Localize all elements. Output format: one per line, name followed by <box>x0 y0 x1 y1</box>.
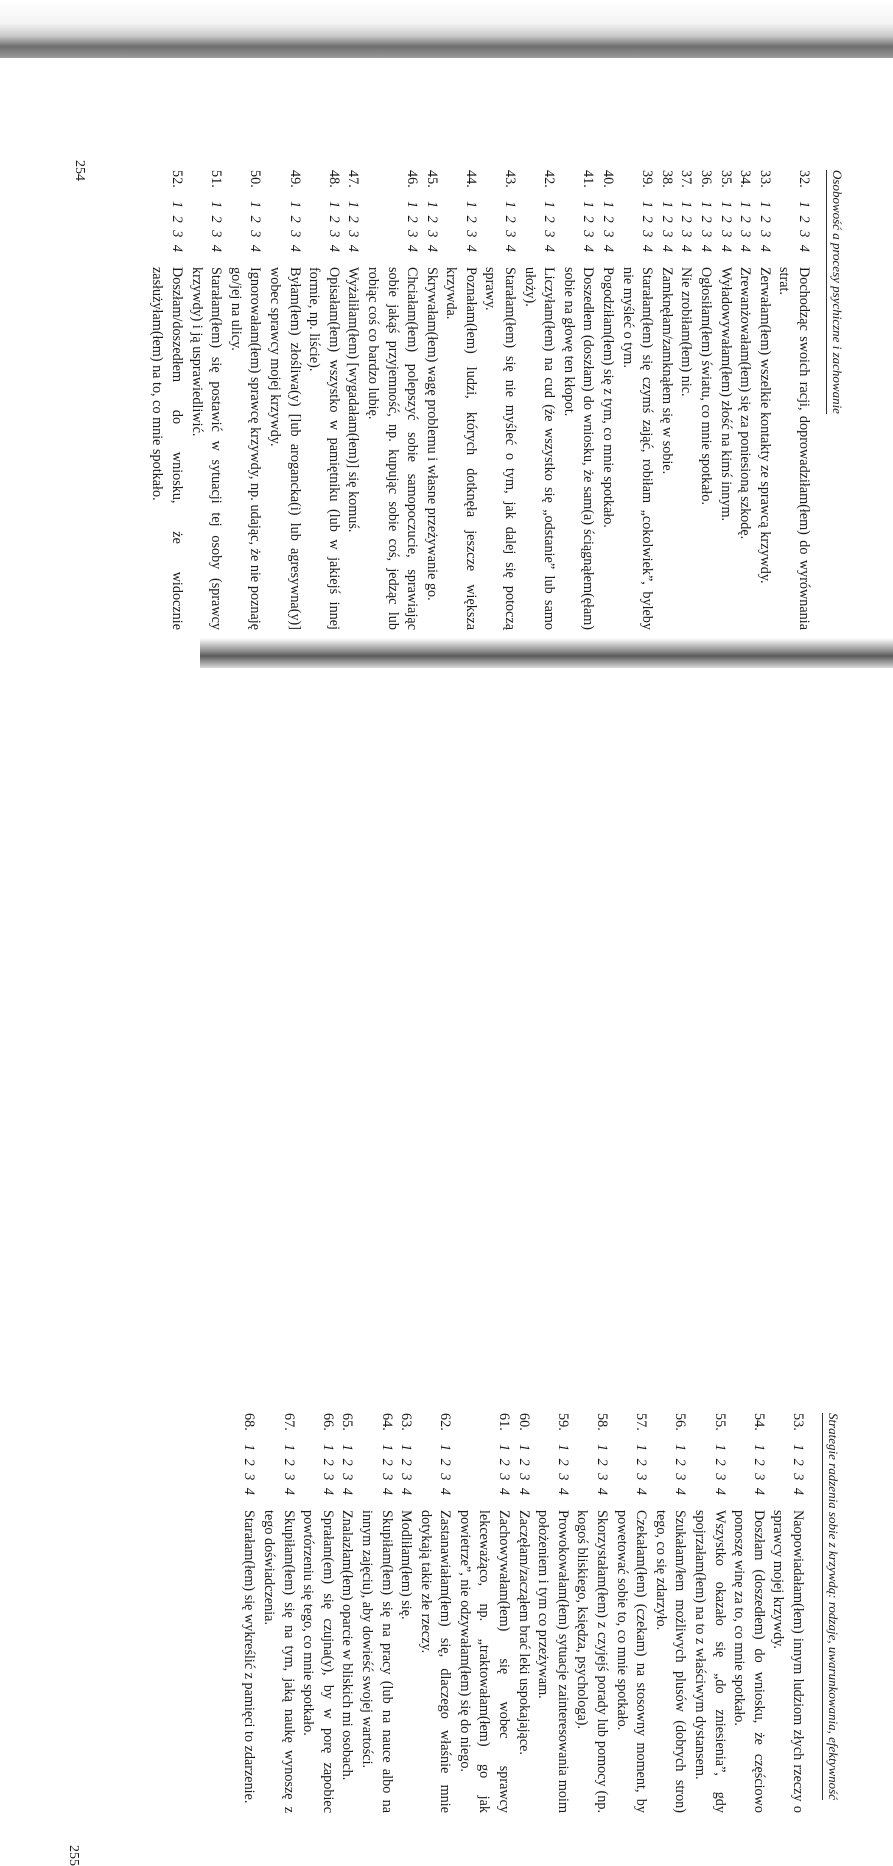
item-text: Starałam(łem) się postawić w sytuacji tej osoby (sprawcy krzywdy) i ją usprawiedliwić. <box>188 267 225 630</box>
item-text: Ignorowałam(łem) sprawcę krzywdy, np. udając, że nie poznaję go/jej na ulicy. <box>227 267 264 630</box>
item-number: 58. <box>594 1413 611 1431</box>
item-text: Doszedłem (doszłam) do wniosku, że sam(a) ściągnąłem(ęłam) sobie na głowę ten kłopot. <box>560 267 597 630</box>
questionnaire-item <box>304 170 343 630</box>
item-number: 61. <box>496 1413 513 1431</box>
item-number: 62. <box>437 1413 454 1431</box>
questionnaire-item <box>774 170 813 630</box>
item-text: Zerwałam(łem) wszelkie kontakty ze sprawcą krzywdy. <box>756 267 773 584</box>
item-text: Skrywałam(łem) wagę problemu i własne przeżywanie go. <box>423 267 440 601</box>
questionnaire-item <box>239 1413 259 1813</box>
rating-scale: 1 2 3 4 <box>600 201 617 255</box>
rating-scale: 1 2 3 4 <box>639 201 656 255</box>
item-number: 41. <box>580 170 597 188</box>
questionnaire-item <box>441 170 480 630</box>
item-number: 65. <box>339 1413 356 1431</box>
item-number: 59. <box>554 1413 571 1431</box>
item-text: Zrewanżowałam(łem) się za poniesioną szkodę. <box>737 267 754 540</box>
rating-scale: 1 2 3 4 <box>169 201 185 255</box>
item-text: Pogodziłam(łem) się z tym, co mnie spotkało. <box>600 267 617 528</box>
rating-scale: 1 2 3 4 <box>554 1444 571 1498</box>
item-number: 32. <box>796 170 812 188</box>
item-text: Skupiłam(łem) się na pracy (lub na nauce albo na innym zajęciu), aby dowieść swojej wartości. <box>358 1510 395 1813</box>
rating-scale: 1 2 3 4 <box>280 1444 297 1498</box>
rating-scale: 1 2 3 4 <box>325 201 342 255</box>
item-number: 60. <box>515 1413 532 1431</box>
rating-scale: 1 2 3 4 <box>633 1444 650 1498</box>
item-text: Skupiłam(łem) się na tym, jaką naukę wynoszę z tego doświadczenia. <box>260 1510 297 1813</box>
rating-scale: 1 2 3 4 <box>398 1444 415 1498</box>
rating-scale: 1 2 3 4 <box>678 201 695 255</box>
rating-scale: 1 2 3 4 <box>462 201 479 255</box>
questionnaire-item <box>415 1413 454 1813</box>
item-number: 35. <box>717 170 734 188</box>
item-number: 49. <box>286 170 303 188</box>
page-number: 255 <box>66 1845 81 1866</box>
questionnaire-item <box>513 1413 533 1813</box>
item-number: 67. <box>280 1413 297 1431</box>
item-number: 55. <box>711 1413 728 1431</box>
item-text: Zastanawiałam(łem) się, dlaczego właśnie mnie dotykają takie złe rzeczy. <box>417 1510 454 1813</box>
item-number: 37. <box>678 170 695 188</box>
rating-scale: 1 2 3 4 <box>502 201 519 255</box>
item-number: 47. <box>345 170 362 188</box>
item-text: Modliłam(łem) się. <box>398 1510 415 1620</box>
rating-scale: 1 2 3 4 <box>437 1444 454 1498</box>
item-text: Zachowywałam(łem) się wobec sprawcy lekceważąco, np. „traktowałam(łem) go jak powietrze”, nie odzywałam(łem) się do niego. <box>456 1510 513 1813</box>
questionnaire-item <box>396 1413 416 1813</box>
rating-scale: 1 2 3 4 <box>672 1444 689 1498</box>
questionnaire-item <box>264 170 303 630</box>
item-text: Wszystko okazało się „do zniesienia”, gdy spojrzałam(łem) na to z właściwym dystansem. <box>692 1510 728 1813</box>
item-list <box>147 170 813 630</box>
questionnaire-item <box>421 170 441 630</box>
item-text: Szukałam/łem możliwych plusów (dobrych stron) tego, co się zdarzyło. <box>652 1510 689 1813</box>
item-number: 53. <box>790 1413 806 1431</box>
item-text: Zaczęłam/zacząłem brać leki uspokajające. <box>515 1510 532 1755</box>
item-text: Doszłam (doszedłem) do wniosku, że częściowo ponoszę winę za to, co mnie spotkało. <box>731 1510 767 1813</box>
questionnaire-item <box>362 170 421 630</box>
questionnaire-item <box>225 170 264 630</box>
rating-scale: 1 2 3 4 <box>594 1444 611 1498</box>
item-number: 46. <box>404 170 421 188</box>
rating-scale: 1 2 3 4 <box>423 201 440 255</box>
questionnaire-item <box>519 170 558 630</box>
rating-scale: 1 2 3 4 <box>319 1444 336 1498</box>
questionnaire-item <box>454 1413 513 1813</box>
item-number: 40. <box>600 170 617 188</box>
questionnaire-item <box>650 1413 689 1813</box>
questionnaire-item <box>186 170 225 630</box>
rating-scale: 1 2 3 4 <box>378 1444 395 1498</box>
questionnaire-item <box>298 1413 337 1813</box>
questionnaire-item <box>337 1413 357 1813</box>
item-number: 44. <box>462 170 479 188</box>
rating-scale: 1 2 3 4 <box>345 201 362 255</box>
item-text: Skorzystałam(łem) z czyjejś porady lub pomocy (np. kogoś bliskiego, księdza, psychologa). <box>574 1510 611 1813</box>
questionnaire-item <box>147 170 186 630</box>
rating-scale: 1 2 3 4 <box>541 201 558 255</box>
item-number: 48. <box>325 170 342 188</box>
rating-scale: 1 2 3 4 <box>750 1444 767 1498</box>
item-number: 56. <box>672 1413 689 1431</box>
rating-scale: 1 2 3 4 <box>515 1444 532 1498</box>
item-number: 33. <box>756 170 773 188</box>
questionnaire-item <box>735 170 755 630</box>
questionnaire-item <box>715 170 735 630</box>
questionnaire-item <box>729 1413 768 1813</box>
rating-scale: 1 2 3 4 <box>339 1444 356 1498</box>
questionnaire-item <box>617 170 656 630</box>
item-number: 51. <box>208 170 225 188</box>
item-number: 68. <box>241 1413 258 1431</box>
questionnaire-item <box>768 1413 807 1813</box>
rating-scale: 1 2 3 4 <box>698 201 715 255</box>
item-number: 52. <box>169 170 185 188</box>
questionnaire-item <box>676 170 696 630</box>
rating-scale: 1 2 3 4 <box>756 201 773 255</box>
left-page <box>0 0 893 640</box>
rating-scale: 1 2 3 4 <box>790 1444 806 1498</box>
rating-scale: 1 2 3 4 <box>286 201 303 255</box>
running-head: Osobowość a procesy psychiczne i zachowanie <box>826 170 845 414</box>
rating-scale: 1 2 3 4 <box>241 1444 258 1498</box>
page-number: 254 <box>72 160 87 181</box>
item-number: 38. <box>658 170 675 188</box>
rating-scale: 1 2 3 4 <box>737 201 754 255</box>
item-number: 45. <box>423 170 440 188</box>
questionnaire-item <box>480 170 519 630</box>
item-number: 43. <box>502 170 519 188</box>
item-text: Dochodząc swoich racji, doprowadziłam(łem) do wyrównania strat. <box>776 267 812 630</box>
item-text: Nie zrobiłam(łem) nic. <box>678 267 695 397</box>
item-text: Doszłam/doszedłem do wniosku, że widocznie zasłużyłam(łem) na to, co mnie spotkało. <box>149 267 185 630</box>
item-text: Czekałam(łem) (czekam) na stosowny moment, by powetować sobie to, co mnie spotkało. <box>613 1510 650 1813</box>
item-text: Naopowiadałam(łem) innym ludziom złych rzeczy o sprawcy mojej krzywdy. <box>770 1510 806 1813</box>
item-text: Zamknęłam/zamknąłem się w sobie. <box>658 267 675 475</box>
item-number: 36. <box>698 170 715 188</box>
item-number: 34. <box>737 170 754 188</box>
item-text: Sprałam(em) się czujna(y), by w porę zapobiec powtórzeniu się tego, co mnie spotkało. <box>300 1510 336 1813</box>
rating-scale: 1 2 3 4 <box>658 201 675 255</box>
right-page <box>0 680 893 1866</box>
item-text: Znalazłam(łem) oparcie w bliskich mi osobach. <box>339 1510 356 1781</box>
item-text: Opisałam(łem) wszystko w pamiętniku (lub w jakiejś innej formie, np. liście). <box>306 267 342 630</box>
questionnaire-item <box>572 1413 611 1813</box>
item-text: Prowokowałam(łem) sytuacje zainteresowania moim położeniem i tym co przeżywam. <box>535 1510 571 1813</box>
rating-scale: 1 2 3 4 <box>496 1444 513 1498</box>
item-number: 64. <box>378 1413 395 1431</box>
questionnaire-item <box>689 1413 728 1813</box>
item-number: 42. <box>541 170 558 188</box>
rating-scale: 1 2 3 4 <box>711 1444 728 1498</box>
item-text: Starałam(łem) się wykreślić z pamięci to zdarzenie. <box>241 1510 258 1804</box>
item-text: Starałam(łem) się czymś zająć, robiłam „cokolwiek”, byleby nie myśleć o tym. <box>619 267 656 630</box>
questionnaire-item <box>343 170 363 630</box>
rating-scale: 1 2 3 4 <box>247 201 264 255</box>
questionnaire-item <box>558 170 597 630</box>
item-text: Wyładowywałam(łem) złość na kimś innym. <box>717 267 734 522</box>
questionnaire-item <box>754 170 774 630</box>
item-text: Wyżaliłam(łem) [wygadałam(łem)] się komuś. <box>345 267 362 533</box>
item-list <box>239 1413 807 1813</box>
questionnaire-item <box>533 1413 572 1813</box>
questionnaire-item <box>656 170 676 630</box>
rating-scale: 1 2 3 4 <box>580 201 597 255</box>
item-text: Poznałam(łem) ludzi, których dotknęła jeszcze większa krzywda. <box>443 267 479 630</box>
rating-scale: 1 2 3 4 <box>796 201 812 255</box>
item-number: 54. <box>750 1413 767 1431</box>
item-number: 39. <box>639 170 656 188</box>
item-text: Starałam(łem) się nie myśleć o tym, jak dalej się potoczą sprawy. <box>482 267 519 630</box>
rating-scale: 1 2 3 4 <box>404 201 421 255</box>
item-text: Ogłosiłam(łem) światu, co mnie spotkało. <box>698 267 715 505</box>
questionnaire-item <box>611 1413 650 1813</box>
item-number: 57. <box>633 1413 650 1431</box>
item-number: 66. <box>319 1413 336 1431</box>
rating-scale: 1 2 3 4 <box>717 201 734 255</box>
item-text: Liczyłam(łem) na cud (że wszystko się „odstanie” lub samo ułoży). <box>521 267 558 630</box>
running-head: Strategie radzenia sobie z krzywdą: rodzaje, uwarunkowania, efektywność <box>822 1413 841 1800</box>
questionnaire-item <box>597 170 617 630</box>
questionnaire-item <box>258 1413 297 1813</box>
rating-scale: 1 2 3 4 <box>208 201 225 255</box>
questionnaire-item <box>695 170 715 630</box>
item-number: 50. <box>247 170 264 188</box>
questionnaire-item <box>356 1413 395 1813</box>
item-text: Byłam(łem) złośliwa(y) [lub arogancka(i) lub agresywna(y)] wobec sprawcy mojej krzywdy. <box>266 267 303 630</box>
item-number: 63. <box>398 1413 415 1431</box>
item-text: Chciałam(łem) polepszyć sobie samopoczucie, sprawiając sobie jakąś przyjemność, np. kupując sobie coś, jedząc lub robiąc coś co bardzo lubię. <box>364 267 421 630</box>
